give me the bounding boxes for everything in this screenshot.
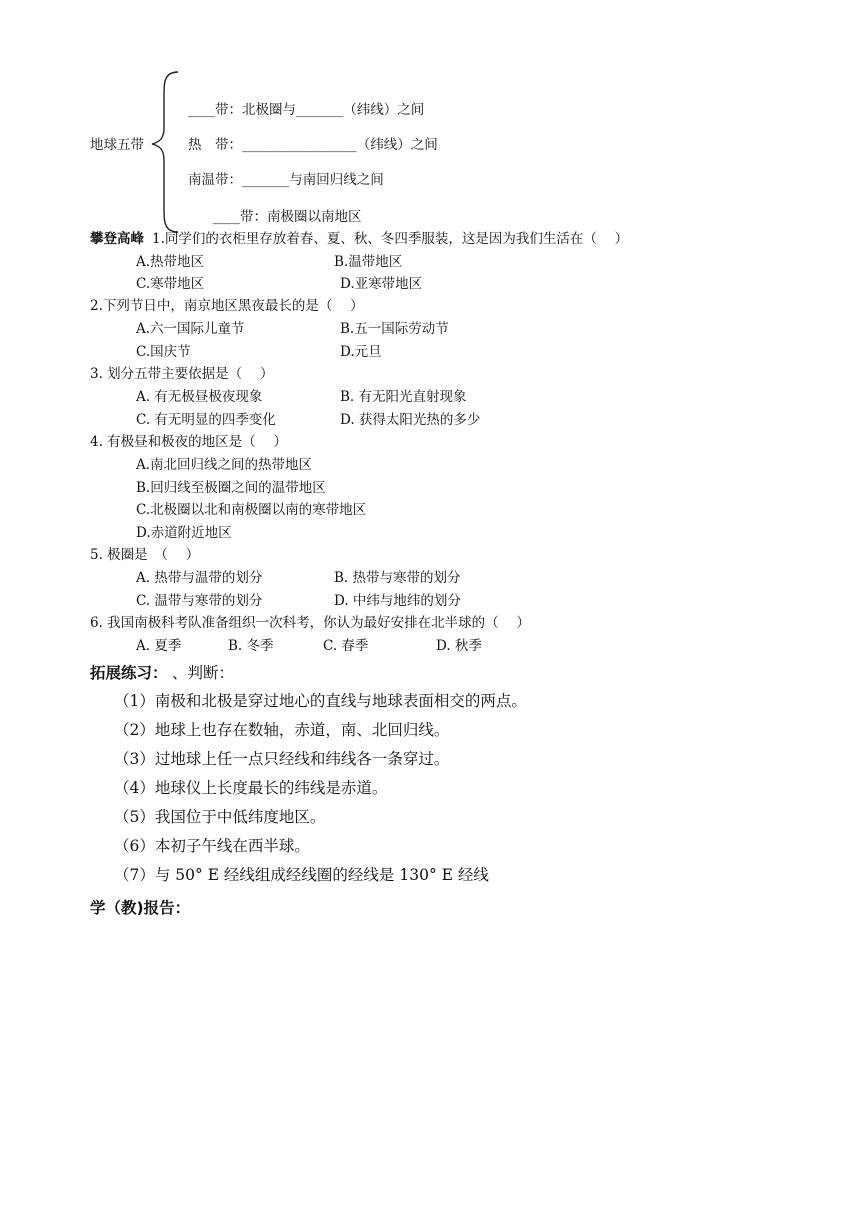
q6-option-d: D. 秋季 bbox=[436, 638, 482, 654]
question-1-stem: 1.同学们的衣柜里存放着春、夏、秋、冬四季服装，这是因为我们生活在（ ） bbox=[152, 231, 629, 247]
q6-option-c: C. 春季 bbox=[323, 638, 369, 654]
q1-option-c: C.寒带地区 bbox=[136, 276, 205, 292]
q5-option-b: B. 热带与寒带的划分 bbox=[334, 570, 461, 586]
judgment-item-4: （4）地球仪上长度最长的纬线是赤道。 bbox=[114, 779, 388, 797]
judgment-item-7: （7）与 50° E 经线组成经线圈的经线是 130° E 经线 bbox=[114, 866, 489, 884]
zone-line-3: 南温带：_______与南回归线之间 bbox=[188, 172, 384, 188]
extension-subheading: 、判断： bbox=[172, 664, 235, 682]
q6-option-b: B. 冬季 bbox=[228, 638, 274, 654]
judgment-item-5: （5）我国位于中低纬度地区。 bbox=[114, 808, 326, 826]
question-2-stem: 2.下列节日中，南京地区黑夜最长的是（ ） bbox=[90, 298, 364, 314]
zones-label: 地球五带 bbox=[90, 137, 144, 153]
question-4-stem: 4. 有极昼和极夜的地区是（ ） bbox=[90, 434, 287, 450]
zone-line-1: ____带：北极圈与_______（纬线）之间 bbox=[188, 102, 425, 118]
q4-option-d: D.赤道附近地区 bbox=[136, 525, 232, 541]
q3-option-d: D. 获得太阳光热的多少 bbox=[340, 412, 481, 428]
q5-option-d: D. 中纬与地纬的划分 bbox=[334, 593, 461, 609]
q4-option-b: B.回归线至极圈之间的温带地区 bbox=[136, 480, 326, 496]
q1-option-b: B.温带地区 bbox=[334, 254, 403, 270]
q2-option-a: A.六一国际儿童节 bbox=[136, 321, 245, 337]
q5-option-a: A. 热带与温带的划分 bbox=[136, 570, 263, 586]
judgment-item-3: （3）过地球上任一点只经线和纬线各一条穿过。 bbox=[114, 750, 450, 768]
q2-option-b: B.五一国际劳动节 bbox=[340, 321, 449, 337]
report-heading: 学（教)报告： bbox=[90, 899, 191, 917]
judgment-item-2: （2）地球上也存在数轴，赤道，南、北回归线。 bbox=[114, 721, 450, 739]
extension-heading: 拓展练习： bbox=[90, 664, 168, 682]
judgment-item-6: （6）本初子午线在西半球。 bbox=[114, 837, 310, 855]
q1-option-d: D.亚寒带地区 bbox=[340, 276, 423, 292]
q4-option-c: C.北极圈以北和南极圈以南的寒带地区 bbox=[136, 502, 367, 518]
zone-line-4: ____带：南极圈以南地区 bbox=[213, 209, 362, 225]
q3-option-a: A. 有无极昼极夜现象 bbox=[136, 389, 263, 405]
question-6-stem: 6. 我国南极科考队准备组织一次科考，你认为最好安排在北半球的（ ） bbox=[90, 615, 530, 631]
climb-heading: 攀登高峰 bbox=[90, 231, 144, 247]
q3-option-c: C. 有无明显的四季变化 bbox=[136, 412, 276, 428]
q2-option-d: D.元旦 bbox=[340, 344, 382, 360]
judgment-item-1: （1）南极和北极是穿过地心的直线与地球表面相交的两点。 bbox=[114, 692, 527, 710]
curly-brace-icon bbox=[150, 70, 182, 235]
q5-option-c: C. 温带与寒带的划分 bbox=[136, 593, 263, 609]
q6-option-a: A. 夏季 bbox=[136, 638, 182, 654]
q4-option-a: A.南北回归线之间的热带地区 bbox=[136, 457, 313, 473]
q2-option-c: C.国庆节 bbox=[136, 344, 191, 360]
question-5-stem: 5. 极圈是 （ ） bbox=[90, 547, 200, 563]
q1-option-a: A.热带地区 bbox=[136, 254, 205, 270]
q3-option-b: B. 有无阳光直射现象 bbox=[340, 389, 467, 405]
zone-line-2: 热 带：_________________（纬线）之间 bbox=[188, 137, 438, 153]
question-3-stem: 3. 划分五带主要依据是（ ） bbox=[90, 366, 274, 382]
